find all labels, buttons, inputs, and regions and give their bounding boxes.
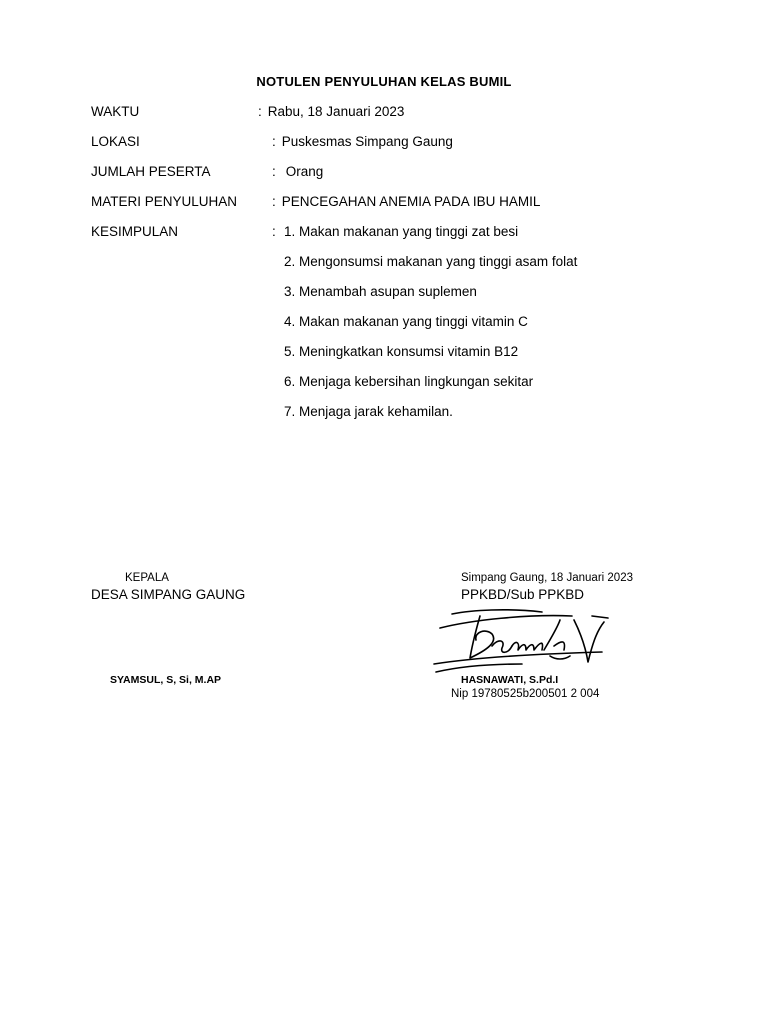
document-title: NOTULEN PENYULUHAN KELAS BUMIL bbox=[256, 74, 512, 89]
field-value-jumlah-peserta bbox=[272, 164, 323, 179]
right-signer-nip: Nip 19780525b200501 2 004 bbox=[451, 688, 600, 700]
field-colon: : bbox=[272, 164, 276, 179]
field-label-kesimpulan: KESIMPULAN bbox=[91, 224, 179, 239]
field-value-materi-penyuluhan bbox=[272, 194, 540, 209]
field-value-text: Orang bbox=[285, 164, 324, 179]
field-value-text: PENCEGAHAN ANEMIA PADA IBU HAMIL bbox=[281, 194, 541, 209]
conclusion-item: 6. Menjaga kebersihan lingkungan sekitar bbox=[284, 374, 534, 389]
conclusion-item: 3. Menambah asupan suplemen bbox=[284, 284, 477, 299]
place-date: Simpang Gaung, 18 Januari 2023 bbox=[461, 572, 633, 584]
field-colon-kesimpulan: : bbox=[272, 224, 276, 239]
conclusion-item: 7. Menjaga jarak kehamilan. bbox=[284, 404, 453, 419]
field-value-lokasi bbox=[272, 134, 453, 149]
conclusion-item: 4. Makan makanan yang tinggi vitamin C bbox=[284, 314, 528, 329]
field-label-lokasi: LOKASI bbox=[91, 134, 140, 149]
conclusion-item: 1. Makan makanan yang tinggi zat besi bbox=[284, 224, 519, 239]
right-signer-name: HASNAWATI, S.Pd.I bbox=[461, 674, 559, 686]
field-value-waktu bbox=[258, 104, 404, 119]
left-signer-name: SYAMSUL, S, Si, M.AP bbox=[110, 674, 222, 686]
field-value-text: Puskesmas Simpang Gaung bbox=[281, 134, 453, 149]
field-colon: : bbox=[258, 104, 262, 119]
field-value-text: Rabu, 18 Januari 2023 bbox=[267, 104, 405, 119]
field-colon: : bbox=[272, 194, 276, 209]
left-signer-role: KEPALA bbox=[125, 572, 169, 584]
field-colon: : bbox=[272, 134, 276, 149]
field-label-materi-penyuluhan: MATERI PENYULUHAN bbox=[91, 194, 238, 209]
handwritten-signature-image bbox=[432, 606, 612, 676]
conclusion-item: 5. Meningkatkan konsumsi vitamin B12 bbox=[284, 344, 519, 359]
right-signer-office: PPKBD/Sub PPKBD bbox=[461, 587, 585, 602]
field-label-waktu: WAKTU bbox=[91, 104, 140, 119]
left-signer-office: DESA SIMPANG GAUNG bbox=[91, 587, 246, 602]
conclusion-item: 2. Mengonsumsi makanan yang tinggi asam folat bbox=[284, 254, 578, 269]
field-label-jumlah-peserta: JUMLAH PESERTA bbox=[91, 164, 211, 179]
